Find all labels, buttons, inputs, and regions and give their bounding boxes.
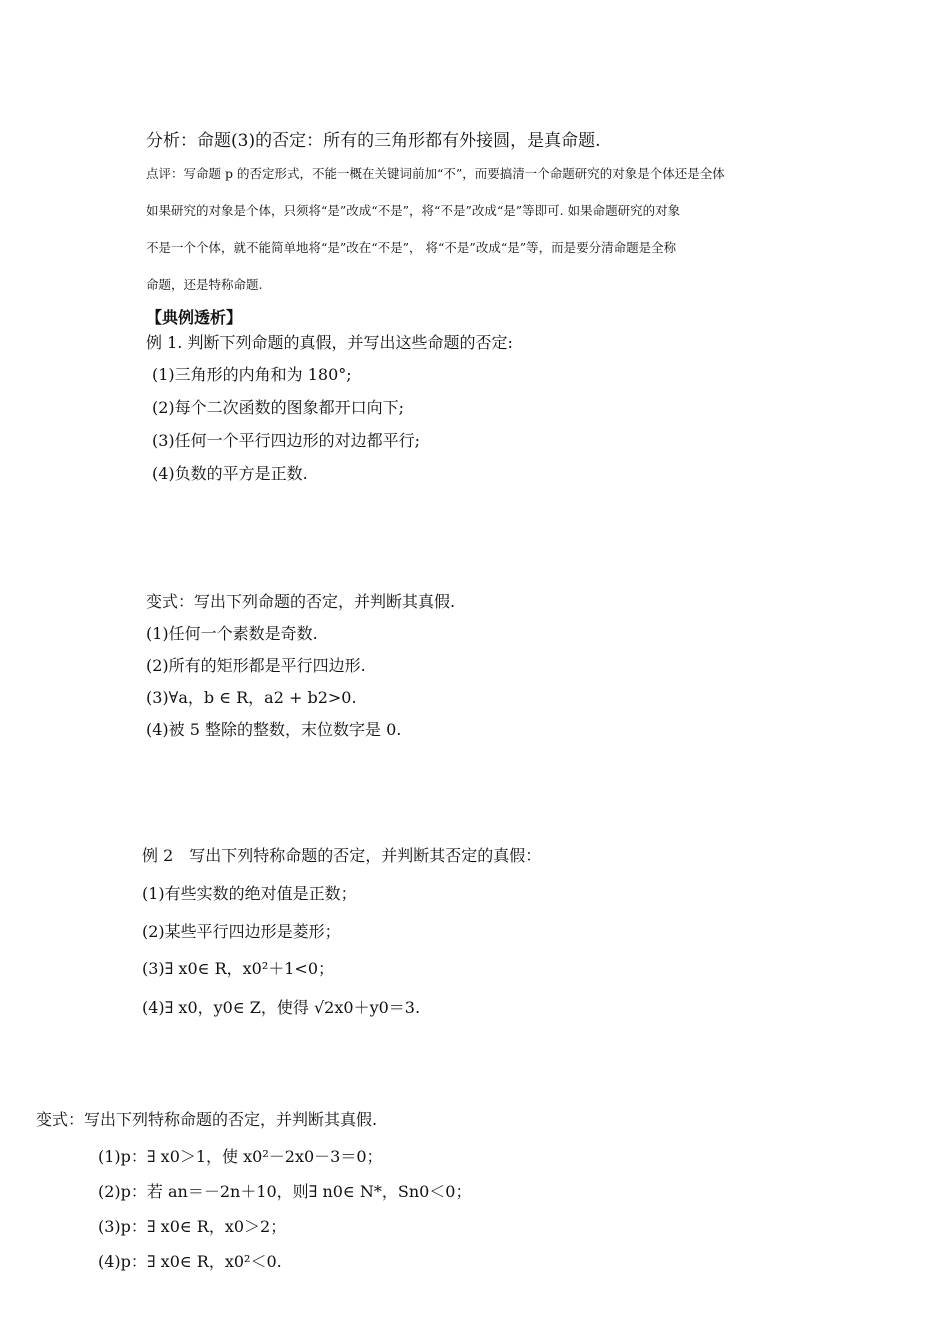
- variant2-title: 变式：写出下列特称命题的否定，并判断其真假.: [36, 1110, 378, 1129]
- example1-item-3: (3)任何一个平行四边形的对边都平行;: [152, 431, 421, 450]
- variant2-item-1: (1)p：∃ x0＞1，使 x0²－2x0－3＝0；: [98, 1147, 383, 1166]
- analysis-line: 分析：命题(3)的否定：所有的三角形都有外接圆，是真命题.: [146, 131, 601, 151]
- comment-line-4: 命题，还是特称命题.: [146, 277, 263, 292]
- example1-title: 例 1. 判断下列命题的真假，并写出这些命题的否定:: [146, 333, 513, 352]
- example2-item-1: (1)有些实数的绝对值是正数；: [142, 884, 357, 903]
- variant1-item-2: (2)所有的矩形都是平行四边形.: [146, 656, 366, 675]
- example2-item-3: (3)∃ x0∈ R，x0²＋1<0；: [142, 959, 334, 978]
- example2-title: 例 2 写出下列特称命题的否定，并判断其否定的真假：: [142, 846, 542, 865]
- comment-line-1: 点评：写命题 p 的否定形式，不能一概在关键词前加“不”，而要搞清一个命题研究的对象是个体还是全体: [146, 166, 725, 181]
- example1-item-1: (1)三角形的内角和为 180°;: [152, 365, 352, 384]
- example2-item-4: (4)∃ x0，y0∈ Z，使得 √2x0＋y0＝3.: [142, 998, 421, 1017]
- variant2-item-2: (2)p：若 an＝－2n＋10，则∃ n0∈ N*，Sn0＜0；: [98, 1182, 472, 1201]
- variant2-item-3: (3)p：∃ x0∈ R，x0＞2；: [98, 1217, 287, 1236]
- section-title: 【典例透析】: [146, 308, 243, 327]
- comment-line-2: 如果研究的对象是个体，只须将“是”改成“不是”，将“不是”改成“是”等即可. 如果命题研究的对象: [146, 203, 681, 218]
- example1-item-4: (4)负数的平方是正数.: [152, 464, 308, 483]
- variant1-item-4: (4)被 5 整除的整数，末位数字是 0.: [146, 720, 402, 739]
- variant1-item-3: (3)∀a，b ∈ R，a2 + b2>0.: [146, 688, 357, 707]
- example1-item-2: (2)每个二次函数的图象都开口向下;: [152, 398, 405, 417]
- variant2-item-4: (4)p：∃ x0∈ R，x0²＜0.: [98, 1252, 282, 1271]
- variant1-title: 变式：写出下列命题的否定，并判断其真假.: [146, 592, 456, 611]
- variant1-item-1: (1)任何一个素数是奇数.: [146, 624, 318, 643]
- comment-line-3: 不是一个个体，就不能简单地将“是”改在“不是”， 将“不是”改成“是”等，而是要分清命题是全称: [146, 240, 677, 255]
- example2-item-2: (2)某些平行四边形是菱形；: [142, 922, 341, 941]
